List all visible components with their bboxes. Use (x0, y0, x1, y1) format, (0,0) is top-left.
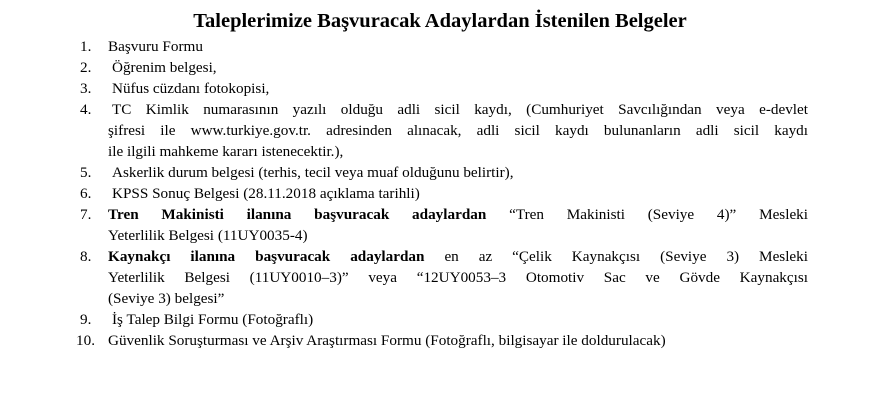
item-number: 1. (80, 38, 92, 55)
item-text-line (108, 246, 808, 267)
list-item (0, 246, 808, 309)
item-number: 6. (80, 185, 92, 202)
item-text-line: (Seviye 3) belgesi” (108, 290, 225, 307)
list-item (0, 330, 808, 351)
item-bold-text: Tren Makinisti ilanına başvuracak adaylardan (108, 206, 487, 223)
item-text: en az “Çelik Kaynakçısı (Seviye 3) Mesleki (444, 248, 808, 265)
list-item (0, 78, 808, 99)
item-number: 2. (80, 59, 92, 76)
item-text: Güvenlik Soruşturması ve Arşiv Araştırması Formu (Fotoğraflı, bilgisayar ile doldurulacak) (108, 332, 666, 349)
item-text-line: Yeterlilik Belgesi (11UY0035-4) (108, 227, 308, 244)
item-number: 3. (80, 80, 92, 97)
document-title: Taleplerimize Başvuracak Adaylardan İstenilen Belgeler (193, 10, 687, 32)
item-number: 4. (80, 101, 92, 118)
list-item (0, 57, 808, 78)
item-text-line: Yeterlilik Belgesi (11UY0010–3)” veya “12UY0053–3 Otomotiv Sac ve Gövde Kaynakçısı (108, 269, 808, 286)
item-text: Başvuru Formu (108, 38, 203, 55)
item-text-line: TC Kimlik numarasının yazılı olduğu adli sicil kaydı, (Cumhuriyet Savcılığından veya e-devlet (112, 101, 808, 118)
item-text: KPSS Sonuç Belgesi (28.11.2018 açıklama tarihli) (112, 185, 420, 202)
list-item (0, 204, 808, 246)
item-text: “Tren Makinisti (Seviye 4)” Mesleki (509, 206, 808, 223)
list-item (0, 183, 808, 204)
item-text: Öğrenim belgesi, (112, 59, 217, 76)
item-number: 9. (80, 311, 92, 328)
list-item (0, 99, 808, 162)
item-text: İş Talep Bilgi Formu (Fotoğraflı) (112, 311, 314, 328)
item-number: 7. (80, 206, 92, 223)
item-text-line (108, 204, 808, 225)
list-item (0, 36, 808, 57)
required-documents-list (0, 36, 892, 351)
item-text-line: ile ilgili mahkeme kararı istenecektir.), (108, 143, 344, 160)
item-bold-text: Kaynakçı ilanına başvuracak adaylardan (108, 248, 425, 265)
list-item (0, 309, 808, 330)
item-number: 10. (76, 332, 95, 349)
item-text-line: şifresi ile www.turkiye.gov.tr. adresinden alınacak, adli sicil kaydı bulunanların adli sicil kaydı (108, 122, 808, 139)
item-number: 8. (80, 248, 92, 265)
list-item (0, 162, 808, 183)
item-text: Nüfus cüzdanı fotokopisi, (112, 80, 270, 97)
item-number: 5. (80, 164, 92, 181)
item-text: Askerlik durum belgesi (terhis, tecil veya muaf olduğunu belirtir), (112, 164, 514, 181)
